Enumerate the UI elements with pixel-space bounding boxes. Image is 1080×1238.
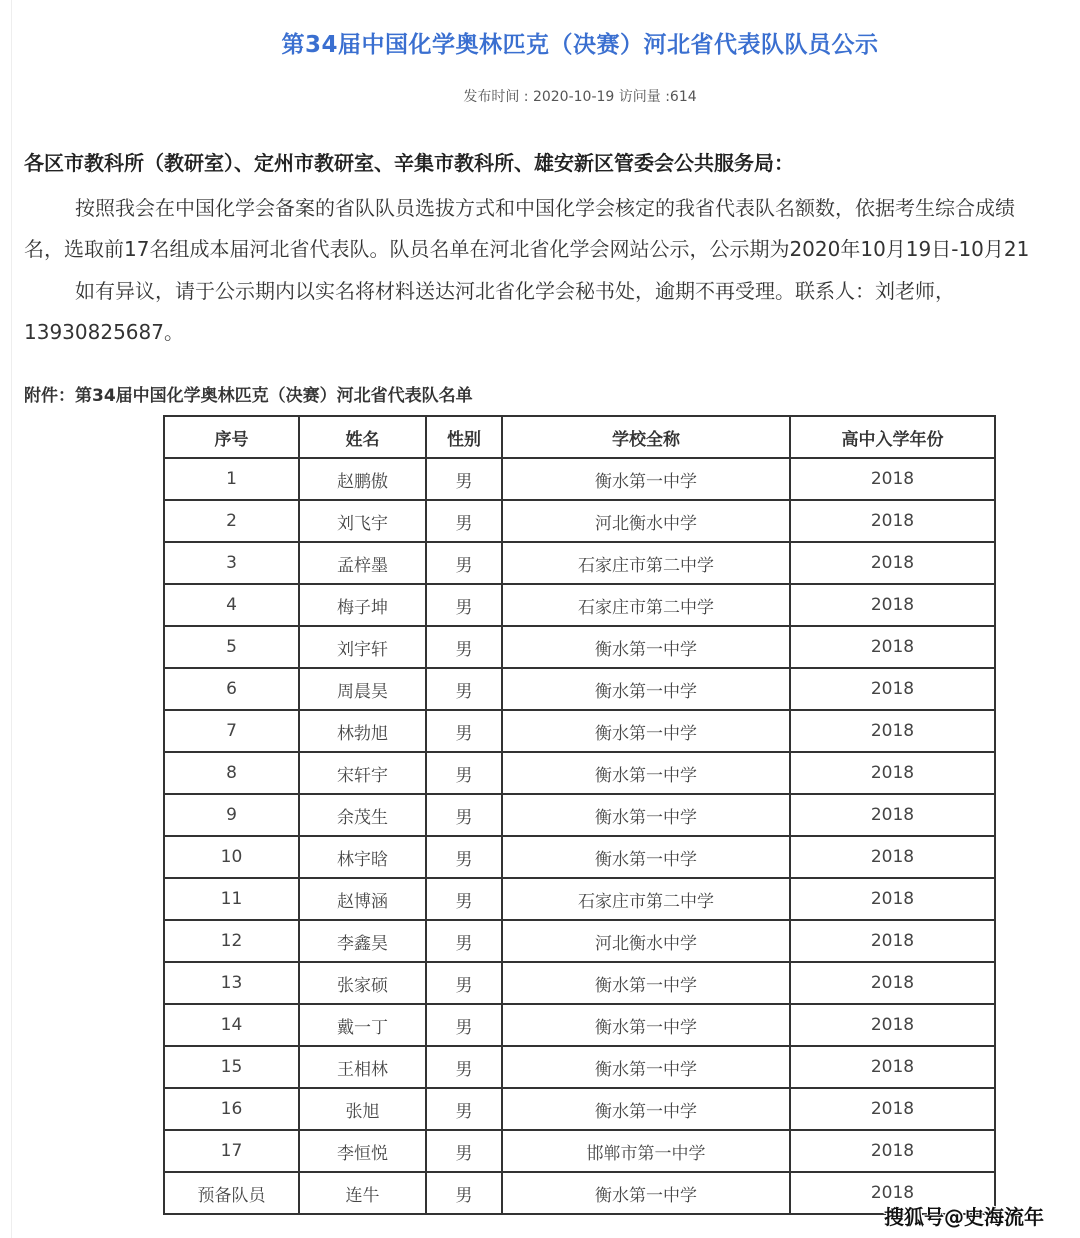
table-row [164,962,995,1004]
cell-school: 衡水第一中学 [502,626,790,668]
cell-enroll-year: 2018 [790,836,995,878]
header-school: 学校全称 [502,416,790,458]
table-row [164,584,995,626]
table-row [164,752,995,794]
cell-index: 14 [164,1004,299,1046]
cell-index: 13 [164,962,299,1004]
cell-index: 11 [164,878,299,920]
cell-school: 衡水第一中学 [502,1046,790,1088]
cell-name: 宋轩宇 [299,752,426,794]
table-row [164,542,995,584]
cell-school: 衡水第一中学 [502,836,790,878]
paragraph-2-line-1: 如有异议，请于公示期内以实名将材料送达河北省化学会秘书处，逾期不再受理。联系人：刘老师， [75,279,955,303]
cell-index: 17 [164,1130,299,1172]
publish-meta: 发布时间 : 2020-10-19 访问量 :614 [463,89,697,105]
cell-name: 赵博涵 [299,878,426,920]
cell-gender: 男 [426,584,502,626]
cell-index: 3 [164,542,299,584]
table-row [164,1130,995,1172]
cell-index: 5 [164,626,299,668]
cell-school: 河北衡水中学 [502,920,790,962]
cell-name: 李鑫昊 [299,920,426,962]
cell-school: 衡水第一中学 [502,458,790,500]
cell-gender: 男 [426,878,502,920]
table-row [164,878,995,920]
cell-gender: 男 [426,668,502,710]
table-header-row [164,416,995,458]
cell-enroll-year: 2018 [790,626,995,668]
cell-name: 梅子坤 [299,584,426,626]
cell-index: 1 [164,458,299,500]
paragraph-2-line-2: 13930825687。 [24,320,184,344]
cell-name: 张旭 [299,1088,426,1130]
cell-school: 衡水第一中学 [502,962,790,1004]
cell-enroll-year: 2018 [790,710,995,752]
cell-name: 赵鹏傲 [299,458,426,500]
cell-gender: 男 [426,1172,502,1214]
cell-enroll-year: 2018 [790,458,995,500]
cell-name: 余茂生 [299,794,426,836]
table-row [164,1004,995,1046]
article-title: 第34届中国化学奥林匹克（决赛）河北省代表队队员公示 [281,32,879,58]
attachment-title: 附件：第34届中国化学奥林匹克（决赛）河北省代表队名单 [24,386,473,406]
cell-name: 林宇晗 [299,836,426,878]
cell-school: 邯郸市第一中学 [502,1130,790,1172]
cell-index: 9 [164,794,299,836]
cell-enroll-year: 2018 [790,584,995,626]
cell-name: 林勃旭 [299,710,426,752]
cell-name: 刘宇轩 [299,626,426,668]
table-row [164,836,995,878]
cell-gender: 男 [426,962,502,1004]
cell-index: 10 [164,836,299,878]
cell-school: 衡水第一中学 [502,1088,790,1130]
paragraph-1-line-1: 按照我会在中国化学会备案的省队队员选拔方式和中国化学会核定的我省代表队名额数，依据考生综合成绩 [75,196,1015,220]
table-row [164,710,995,752]
cell-school: 衡水第一中学 [502,752,790,794]
left-gutter-divider [11,0,12,1238]
cell-gender: 男 [426,710,502,752]
cell-school: 河北衡水中学 [502,500,790,542]
cell-enroll-year: 2018 [790,962,995,1004]
cell-gender: 男 [426,836,502,878]
header-index: 序号 [164,416,299,458]
cell-gender: 男 [426,1130,502,1172]
cell-enroll-year: 2018 [790,668,995,710]
table-row [164,1088,995,1130]
cell-name: 周晨昊 [299,668,426,710]
cell-school: 石家庄市第二中学 [502,542,790,584]
cell-index: 15 [164,1046,299,1088]
table-row [164,920,995,962]
cell-gender: 男 [426,920,502,962]
cell-gender: 男 [426,1088,502,1130]
table-row [164,1046,995,1088]
cell-index: 12 [164,920,299,962]
cell-gender: 男 [426,458,502,500]
cell-name: 李恒悦 [299,1130,426,1172]
cell-enroll-year: 2018 [790,1088,995,1130]
header-gender: 性别 [426,416,502,458]
team-roster-table [163,415,996,1215]
cell-school: 衡水第一中学 [502,710,790,752]
cell-name: 王相林 [299,1046,426,1088]
addressee-line: 各区市教科所（教研室）、定州市教研室、辛集市教科所、雄安新区管委会公共服务局： [24,151,794,175]
cell-index: 6 [164,668,299,710]
cell-enroll-year: 2018 [790,1046,995,1088]
cell-index: 8 [164,752,299,794]
cell-gender: 男 [426,626,502,668]
cell-gender: 男 [426,542,502,584]
cell-school: 衡水第一中学 [502,794,790,836]
cell-name: 孟梓墨 [299,542,426,584]
cell-index: 4 [164,584,299,626]
watermark: 搜狐号@史海流年 [884,1205,1044,1229]
cell-index: 预备队员 [164,1172,299,1214]
table-row [164,458,995,500]
cell-school: 衡水第一中学 [502,668,790,710]
cell-gender: 男 [426,500,502,542]
cell-gender: 男 [426,794,502,836]
cell-enroll-year: 2018 [790,878,995,920]
table-row [164,668,995,710]
cell-school: 衡水第一中学 [502,1172,790,1214]
cell-enroll-year: 2018 [790,752,995,794]
cell-gender: 男 [426,1004,502,1046]
cell-enroll-year: 2018 [790,794,995,836]
cell-gender: 男 [426,752,502,794]
cell-name: 刘飞宇 [299,500,426,542]
table-row [164,794,995,836]
cell-enroll-year: 2018 [790,542,995,584]
cell-enroll-year: 2018 [790,920,995,962]
table-row [164,500,995,542]
cell-school: 石家庄市第二中学 [502,878,790,920]
cell-enroll-year: 2018 [790,1004,995,1046]
cell-name: 连牛 [299,1172,426,1214]
cell-school: 衡水第一中学 [502,1004,790,1046]
cell-enroll-year: 2018 [790,1130,995,1172]
paragraph-1-line-2: 名，选取前17名组成本届河北省代表队。队员名单在河北省化学会网站公示，公示期为2020年10月19日-10月21 [24,237,1030,261]
cell-index: 7 [164,710,299,752]
cell-gender: 男 [426,1046,502,1088]
cell-name: 张家硕 [299,962,426,1004]
cell-enroll-year: 2018 [790,1172,995,1214]
cell-index: 2 [164,500,299,542]
table-row [164,1172,995,1214]
cell-enroll-year: 2018 [790,500,995,542]
header-name: 姓名 [299,416,426,458]
cell-school: 石家庄市第二中学 [502,584,790,626]
cell-name: 戴一丁 [299,1004,426,1046]
cell-index: 16 [164,1088,299,1130]
table-row [164,626,995,668]
header-enroll-year: 高中入学年份 [790,416,995,458]
